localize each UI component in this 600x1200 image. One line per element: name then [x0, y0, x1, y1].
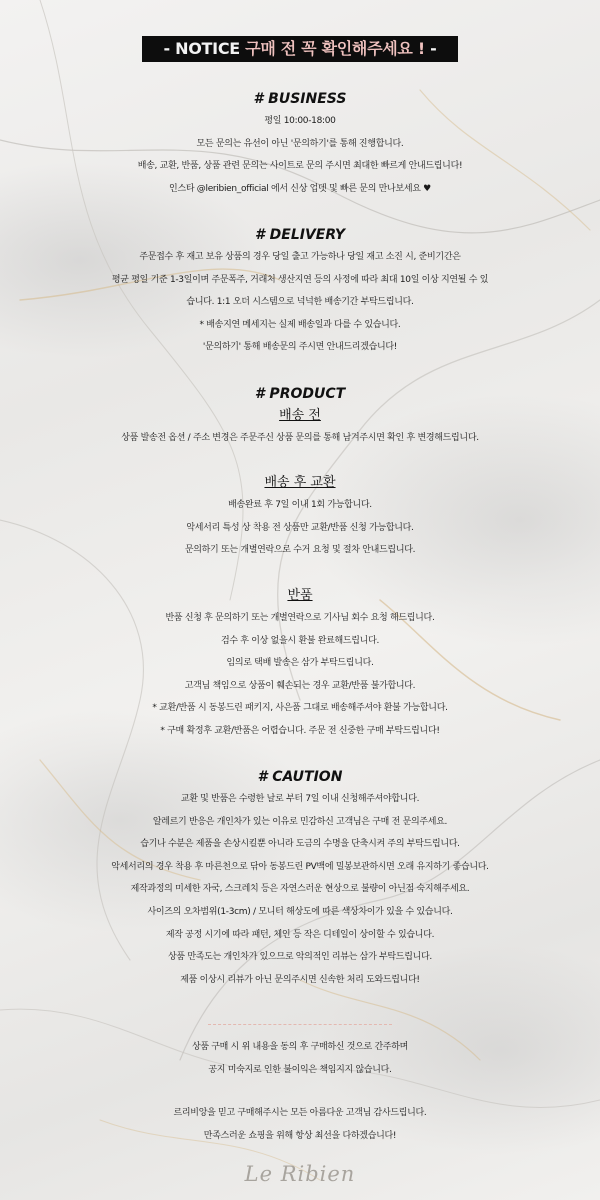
return-line: 검수 후 이상 없을시 환불 완료해드립니다.	[220, 635, 380, 646]
notice-prefix: - NOTICE	[163, 39, 246, 58]
exchange-line: 악세서리 특성 상 착용 전 상품만 교환/반품 신청 가능합니다.	[186, 522, 414, 533]
business-line: 인스타 @leribien_official 에서 신상 업뎃 및 빠른 문의 만나보세요 ♥	[169, 183, 431, 194]
business-line: 평일 10:00-18:00	[264, 116, 336, 126]
return-line: 반품 신청 후 문의하기 또는 개별연락으로 기사님 회수 요청 해드립니다.	[165, 613, 435, 623]
section-divider	[208, 1024, 392, 1025]
caution-line: 악세서리의 경우 착용 후 마른천으로 닦아 동봉드린 PV백에 밀봉보관하시면 오래 유지하기 좋습니다.	[111, 861, 489, 872]
exchange-line: 배송완료 후 7일 이내 1회 가능합니다.	[228, 500, 372, 510]
delivery-line: 습니다. 1:1 오더 시스템으로 넉넉한 배송기간 부탁드립니다.	[186, 297, 414, 308]
notice-banner	[142, 36, 458, 62]
return-line: * 구매 확정후 교환/반품은 어렵습니다. 주문 전 신중한 구매 부탁드립니다!	[160, 725, 440, 736]
notice-accent: 구매 전 꼭 확인해주세요 !	[245, 39, 425, 58]
caution-line: 사이즈의 오차범위(1-3cm) / 모니터 해상도에 따른 색상차이가 있을 수 있습니다.	[147, 906, 453, 917]
thanks-section	[0, 1102, 600, 1147]
caution-line: 습기나 수분은 제품을 손상시킬뿐 아니라 도금의 수명을 단축시켜 주의 부탁드립니다.	[140, 839, 460, 850]
before-shipping-title: 배송 전	[279, 408, 321, 423]
delivery-section	[0, 224, 600, 359]
product-heading: # PRODUCT	[254, 386, 346, 402]
delivery-line: '문의하기' 통해 배송문의 주시면 안내드리겠습니다!	[202, 342, 398, 353]
before-shipping-line: 상품 발송전 옵션 / 주소 변경은 주문주신 상품 문의를 통해 남겨주시면 확인 후 변경해드립니다.	[121, 433, 479, 443]
brand-logo: Le Ribien	[244, 1162, 356, 1186]
caution-heading: # CAUTION	[257, 769, 343, 785]
return-line: * 교환/반품 시 동봉드린 패키지, 사은품 그대로 배송해주셔야 환불 가능합니다.	[152, 703, 448, 714]
caution-section	[0, 766, 600, 991]
agreement-line: 공지 미숙지로 인한 불이익은 책임지지 않습니다.	[208, 1064, 392, 1075]
exchange-line: 문의하기 또는 개별연락으로 수거 요청 및 절차 안내드립니다.	[184, 545, 416, 556]
caution-line: 교환 및 반품은 수령한 날로 부터 7일 이내 신청해주셔야합니다.	[180, 794, 420, 804]
product-section	[0, 383, 600, 450]
notice-suffix: -	[424, 39, 437, 58]
return-line: 고객님 책임으로 상품이 훼손되는 경우 교환/반품 불가합니다.	[184, 680, 416, 691]
business-heading: # BUSINESS	[253, 91, 347, 107]
delivery-line: 주문접수 후 재고 보유 상품의 경우 당일 출고 가능하나 당일 재고 소진 시, 준비기간은	[139, 252, 461, 262]
caution-line: 제작 공정 시기에 따라 패턴, 체인 등 작은 디테일이 상이할 수 있습니다.	[165, 929, 435, 940]
caution-line: 상품 만족도는 개인차가 있으므로 악의적인 리뷰는 삼가 부탁드립니다.	[168, 952, 432, 963]
thanks-line: 르리비앙을 믿고 구매해주시는 모든 아름다운 고객님 감사드립니다.	[173, 1108, 427, 1118]
business-section	[0, 88, 600, 200]
caution-line: 알레르기 반응은 개인차가 있는 이유로 민감하신 고객님은 구매 전 문의주세요.	[152, 816, 448, 827]
caution-line: 제품 이상시 리뷰가 아닌 문의주시면 신속한 처리 도와드립니다!	[180, 974, 420, 985]
return-section	[0, 585, 600, 743]
return-title: 반품	[287, 588, 313, 603]
delivery-line: * 배송지연 메세지는 실제 배송일과 다를 수 있습니다.	[199, 319, 401, 330]
caution-line: 제작과정의 미세한 자국, 스크레치 등은 자연스러운 현상으로 불량이 아닌점 숙지해주세요.	[130, 884, 470, 895]
return-line: 임의로 택배 발송은 삼가 부탁드립니다.	[226, 658, 374, 669]
delivery-line: 평균 평일 기준 1-3일이며 주문폭주, 거래처 생산지연 등의 사정에 따라 최대 10일 이상 지연될 수 있	[111, 274, 489, 285]
thanks-line: 만족스러운 쇼핑을 위해 항상 최선을 다하겠습니다!	[203, 1130, 397, 1141]
agreement-section	[0, 1036, 600, 1081]
exchange-title: 배송 후 교환	[264, 475, 336, 490]
delivery-heading: # DELIVERY	[255, 227, 345, 243]
agreement-line: 상품 구매 시 위 내용을 동의 후 구매하신 것으로 간주하며	[191, 1042, 409, 1052]
business-line: 배송, 교환, 반품, 상품 관련 문의는 사이트로 문의 주시면 최대한 빠르게 안내드립니다!	[137, 161, 463, 172]
exchange-section	[0, 472, 600, 562]
business-line: 모든 문의는 유선이 아닌 '문의하기'를 통해 진행합니다.	[196, 138, 404, 149]
